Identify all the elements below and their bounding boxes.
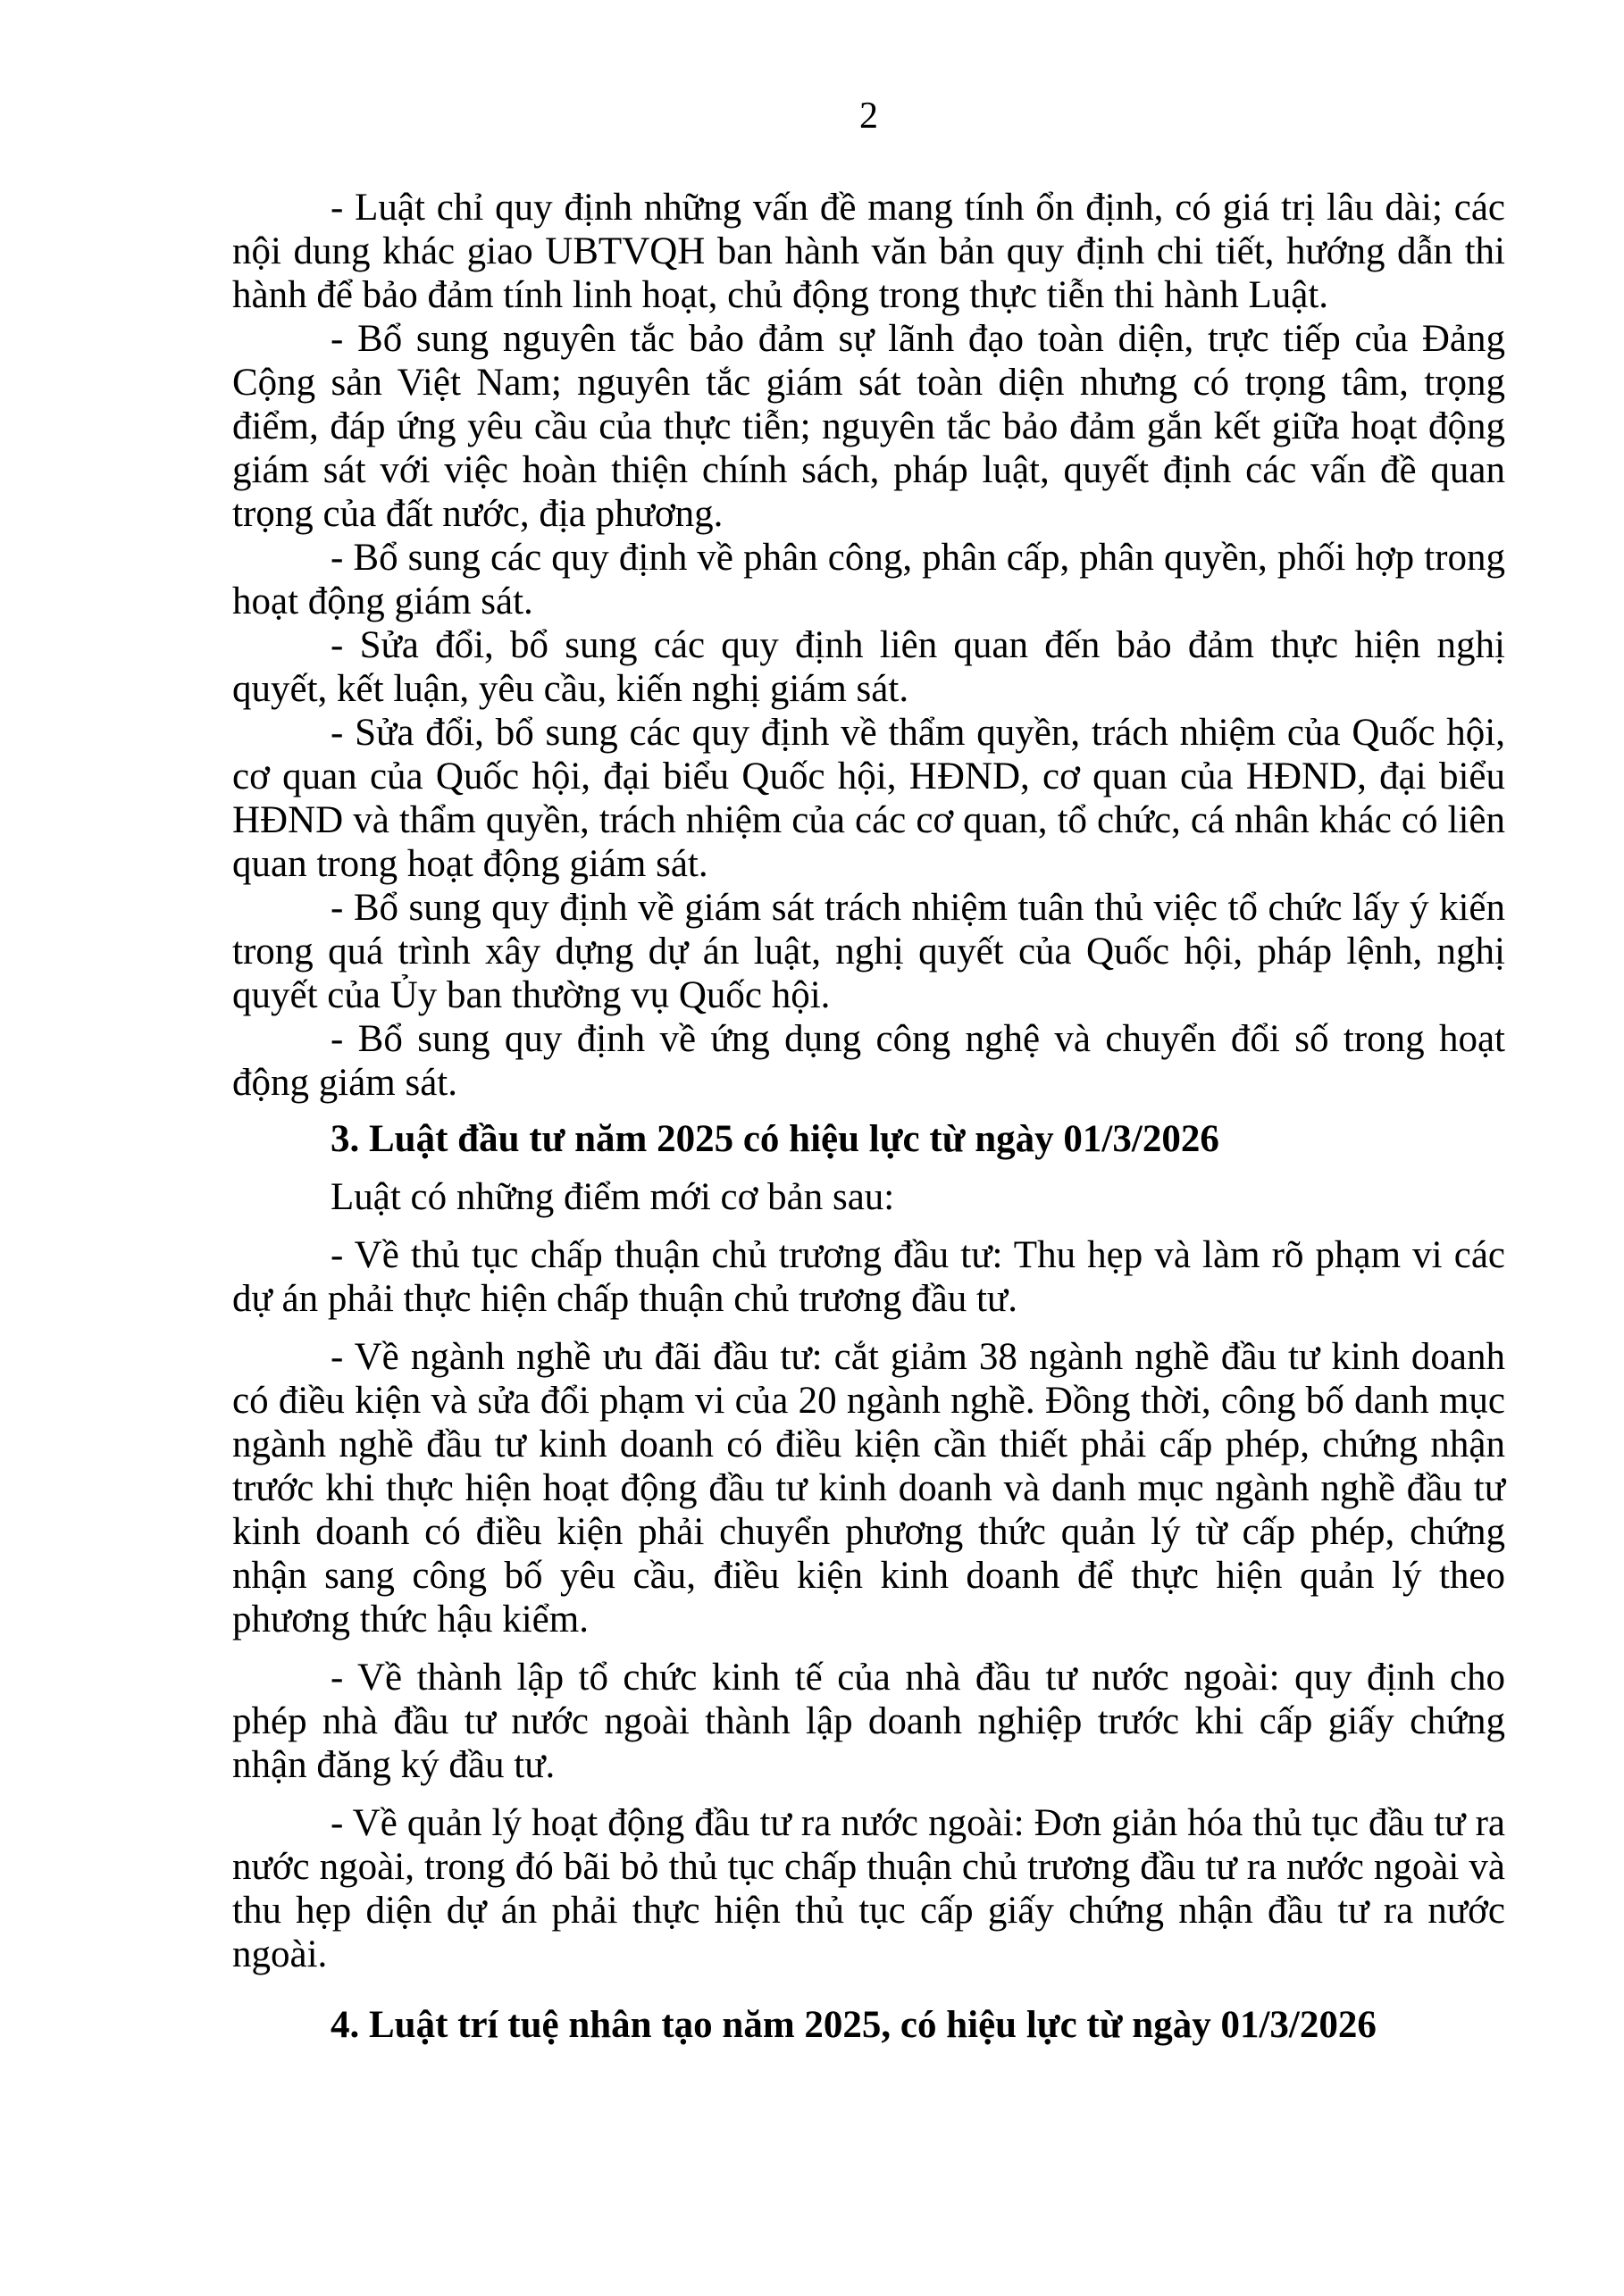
paragraph: - Bổ sung nguyên tắc bảo đảm sự lãnh đạo toàn diện, trực tiếp của Đảng Cộng sản Việt Nam; nguyên tắc giám sát toàn diện nhưng có trọng tâm, trọng điểm, đáp ứng yêu cầu của thực tiễn; nguyên tắc bảo đảm gắn kết giữa hoạt động giám sát với việc hoàn thiện chính sách, pháp luật, quyết định các vấn đề quan trọng của đất nước, địa phương. [232,318,1505,535]
paragraph: - Bổ sung các quy định về phân công, phân cấp, phân quyền, phối hợp trong hoạt động giám sát. [232,537,1505,622]
paragraph: - Về ngành nghề ưu đãi đầu tư: cắt giảm 38 ngành nghề đầu tư kinh doanh có điều kiện và sửa đổi phạm vi của 20 ngành nghề. Đồng thời, công bố danh mục ngành nghề đầu tư kinh doanh có điều kiện cần thiết phải cấp phép, chứng nhận trước khi thực hiện hoạt động đầu tư kinh doanh và danh mục ngành nghề đầu tư kinh doanh có điều kiện phải chuyển phương thức quản lý từ cấp phép, chứng nhận sang công bố yêu cầu, điều kiện kinh doanh để thực hiện quản lý theo phương thức hậu kiểm. [232,1336,1505,1641]
paragraph: - Luật chỉ quy định những vấn đề mang tính ổn định, có giá trị lâu dài; các nội dung khác giao UBTVQH ban hành văn bản quy định chi tiết, hướng dẫn thi hành để bảo đảm tính linh hoạt, chủ động trong thực tiễn thi hành Luật. [232,187,1505,316]
paragraph: - Sửa đổi, bổ sung các quy định liên quan đến bảo đảm thực hiện nghị quyết, kết luận, yêu cầu, kiến nghị giám sát. [232,624,1505,710]
paragraph: - Bổ sung quy định về ứng dụng công nghệ và chuyển đổi số trong hoạt động giám sát. [232,1018,1505,1104]
paragraph: - Về thủ tục chấp thuận chủ trương đầu tư: Thu hẹp và làm rõ phạm vi các dự án phải thực hiện chấp thuận chủ trương đầu tư. [232,1234,1505,1320]
section-heading-law-4: 4. Luật trí tuệ nhân tạo năm 2025, có hiệu lực từ ngày 01/3/2026 [331,2004,1377,2046]
document-body [232,186,1505,2047]
paragraph: - Về thành lập tổ chức kinh tế của nhà đầu tư nước ngoài: quy định cho phép nhà đầu tư nước ngoài thành lập doanh nghiệp trước khi cấp giấy chứng nhận đăng ký đầu tư. [232,1657,1505,1786]
page-number: 2 [859,96,878,137]
paragraph: Luật có những điểm mới cơ bản sau: [331,1176,895,1218]
paragraph: - Sửa đổi, bổ sung các quy định về thẩm quyền, trách nhiệm của Quốc hội, cơ quan của Quốc hội, đại biểu Quốc hội, HĐND, cơ quan của HĐND, đại biểu HĐND và thẩm quyền, trách nhiệm của các cơ quan, tổ chức, cá nhân khác có liên quan trong hoạt động giám sát. [232,712,1505,885]
paragraph: - Bổ sung quy định về giám sát trách nhiệm tuân thủ việc tổ chức lấy ý kiến trong quá trình xây dựng dự án luật, nghị quyết của Quốc hội, pháp lệnh, nghị quyết của Ủy ban thường vụ Quốc hội. [232,887,1505,1016]
paragraph: - Về quản lý hoạt động đầu tư ra nước ngoài: Đơn giản hóa thủ tục đầu tư ra nước ngoài, trong đó bãi bỏ thủ tục chấp thuận chủ trương đầu tư ra nước ngoài và thu hẹp diện dự án phải thực hiện thủ tục cấp giấy chứng nhận đầu tư ra nước ngoài. [232,1802,1505,1975]
section-heading-law-3: 3. Luật đầu tư năm 2025 có hiệu lực từ ngày 01/3/2026 [331,1118,1219,1160]
